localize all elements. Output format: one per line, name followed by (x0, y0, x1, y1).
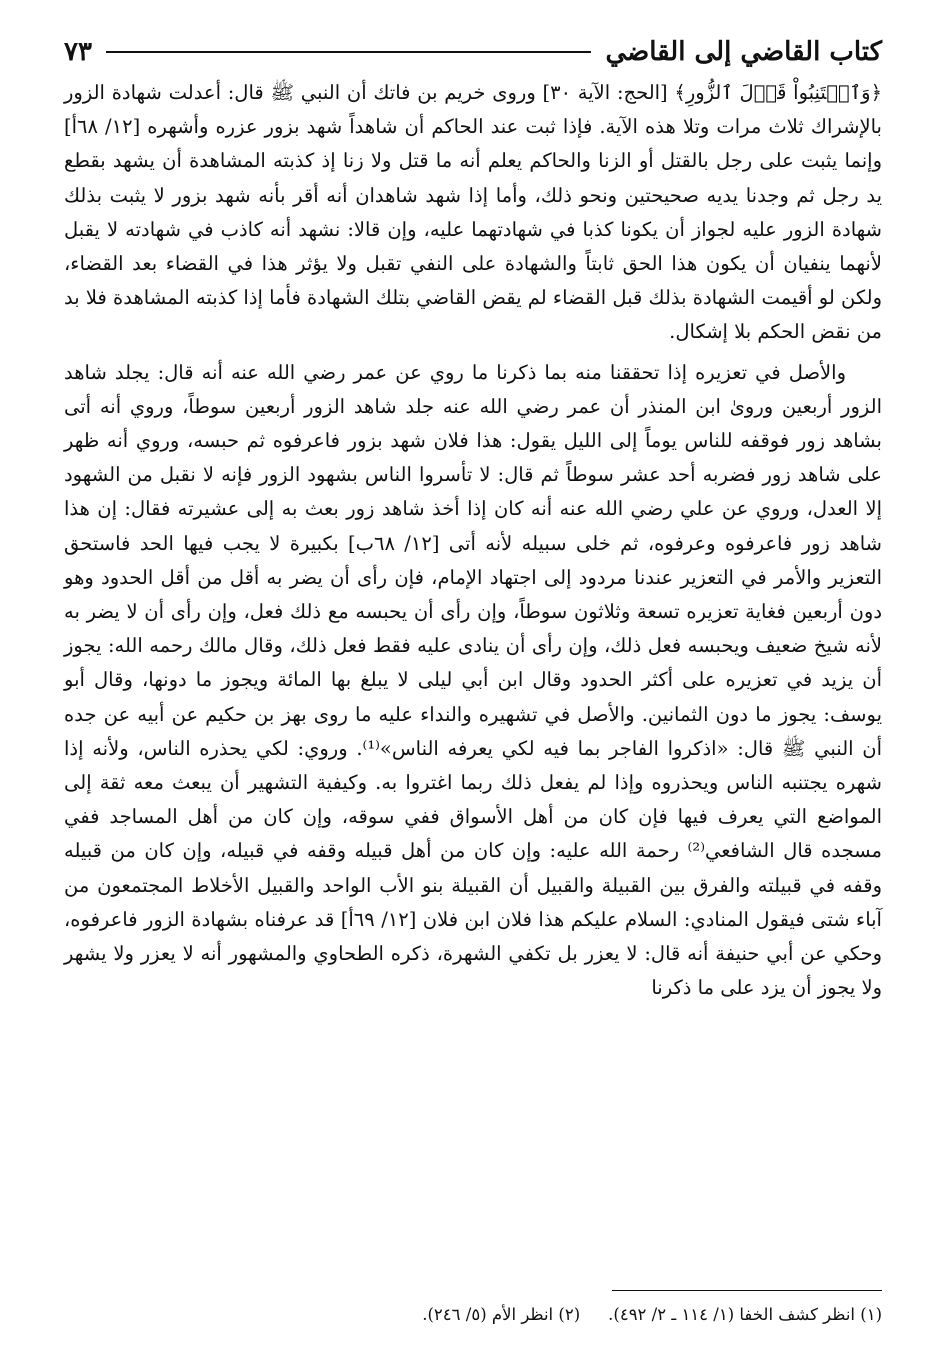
footnote-2: (٢) انظر الأم (٥/ ٢٤٦). (422, 1305, 581, 1324)
body-paragraph-2: والأصل في تعزيره إذا تحققنا منه بما ذكرنا ما روي عن عمر رضي الله عنه أنه قال: يجلد شاهد الزور أربعين وروىٰ ابن المنذر أن عمر رضي الله عنه جلد شاهد الزور أربعين سوطاً، وروي أنه أتى بشاهد زور فوقفه للناس يوماً إلى الليل يقول: هذا فلان شهد بزور فاعرفوه ثم حبسه، وروي أنه ظهر على شاهد زور فضربه أحد عشر سوطاً ثم قال: لا تأسروا الناس بشهود الزور فإنه لا نقبل من الشهود إلا العدل، وروي عن علي رضي الله عنه أنه كان إذا أخذ شاهد زور بعث به إلى عشيرته فقال: إن هذا شاهد زور فاعرفوه وعرفوه، ثم خلى سبيله لأنه أتى [١٢/ ٦٨ب] بكبيرة لا يجب فيها الحد فاستحق التعزير والأمر في التعزير عندنا مردود إلى اجتهاد الإمام، فإن رأى أن يضر به أقل من أقل الحدود وهو دون أربعين فغاية تعزيره تسعة وثلاثون سوطاً، وإن رأى أن يحبسه مع ذلك فعل، وإن رأى أن لا يضر به لأنه شيخ ضعيف ويحبسه فعل ذلك، وإن رأى أن ينادى عليه فقط فعل ذلك، وقال مالك رحمه الله: يجوز أن يزيد في تعزيره على أكثر الحدود وقال ابن أبي ليلى لا يبلغ بها المائة ويجوز ما دونها، وقال أبو يوسف: يجوز ما دون الثمانين. والأصل في تشهيره والنداء عليه ما روى بهز بن حكيم عن أبيه عن جده أن النبي ﷺ قال: «اذكروا الفاجر بما فيه لكي يعرفه الناس»⁽¹⁾. وروي: لكي يحذره الناس، ولأنه إذا شهره يجتنبه الناس ويحذروه وإذا لم يفعل ذلك ربما اغتروا به. وكيفية التشهير أن يبعث معه ثقة إلى المواضع التي يعرف فيها فإن كان من أهل الأسواق ففي سوقه، وإن كان من أهل المساجد ففي مسجده قال الشافعي⁽²⁾ رحمة الله عليه: وإن كان من أهل قبيله وقفه في قبيله، وإن كان من قبيله وقفه في قبيلته والفرق بين القبيلة والقبيل أن القبيلة بنو الأب الواحد والقبيل الأخلاط المجتمعون من آباء شتى فيقول المنادي: السلام عليكم هذا فلان ابن فلان [١٢/ ٦٩أ] قد عرفناه بشهادة الزور فاعرفوه، وحكي عن أبي حنيفة أنه قال: لا يعزر بل تكفي الشهرة، ذكره الطحاوي والمشهور أنه لا يعزر ولا يشهر ولا يجوز أن يزد على ما ذكرنا (64, 360, 883, 1000)
body-paragraph-1: ﴿وَٱجۡتَنِبُواْ قَوۡلَ ٱلزُّورِ﴾ [الحج: الآية ٣٠] وروى خريم بن فاتك أن النبي ﷺ قال: أعدلت شهادة الزور بالإشراك ثلاث مرات وتلا هذه الآية. فإذا ثبت عند الحاكم أن شاهداً شهد بزور عزره وأشهره [١٢/ ٦٨أ] وإنما يثبت على رجل بالقتل أو الزنا والحاكم يعلم أنه ما قتل ولا زنا إذ كذبته المشاهدة أن يشهد بقطع يد رجل ثم وجدنا يديه صحيحتين ونحو ذلك، وأما إذا شهد شاهدان أنه أقر بأنه شهد بزور لا يثبت بذلك شهادة الزور عليه لجواز أن يكونا كذبا في شهادتهما عليه، وإن قالا: نشهد أنه كاذب في شهادته لا يقبل لأنهما ينفيان أن يكون هذا الحق ثابتاً والشهادة على النفي تقبل ولا يؤثر هذا في القضاء بعد القضاء، ولكن لو أقيمت الشهادة بذلك قبل القضاء لم يقض القاضي بتلك الشهادة فأما إذا كذبته المشاهدة فلا بد من نقض الحكم بلا إشكال. (64, 81, 882, 344)
running-title: كتاب القاضي إلى القاضي (605, 37, 882, 67)
page-header (64, 30, 882, 74)
footnote-rule (612, 1290, 882, 1291)
header-rule (106, 51, 592, 53)
page-number: ٧٣ (64, 37, 92, 67)
footnotes (64, 1302, 882, 1328)
footnote-1: (١) انظر كشف الخفا (١/ ١١٤ ـ ٢/ ٤٩٢). (608, 1305, 882, 1324)
